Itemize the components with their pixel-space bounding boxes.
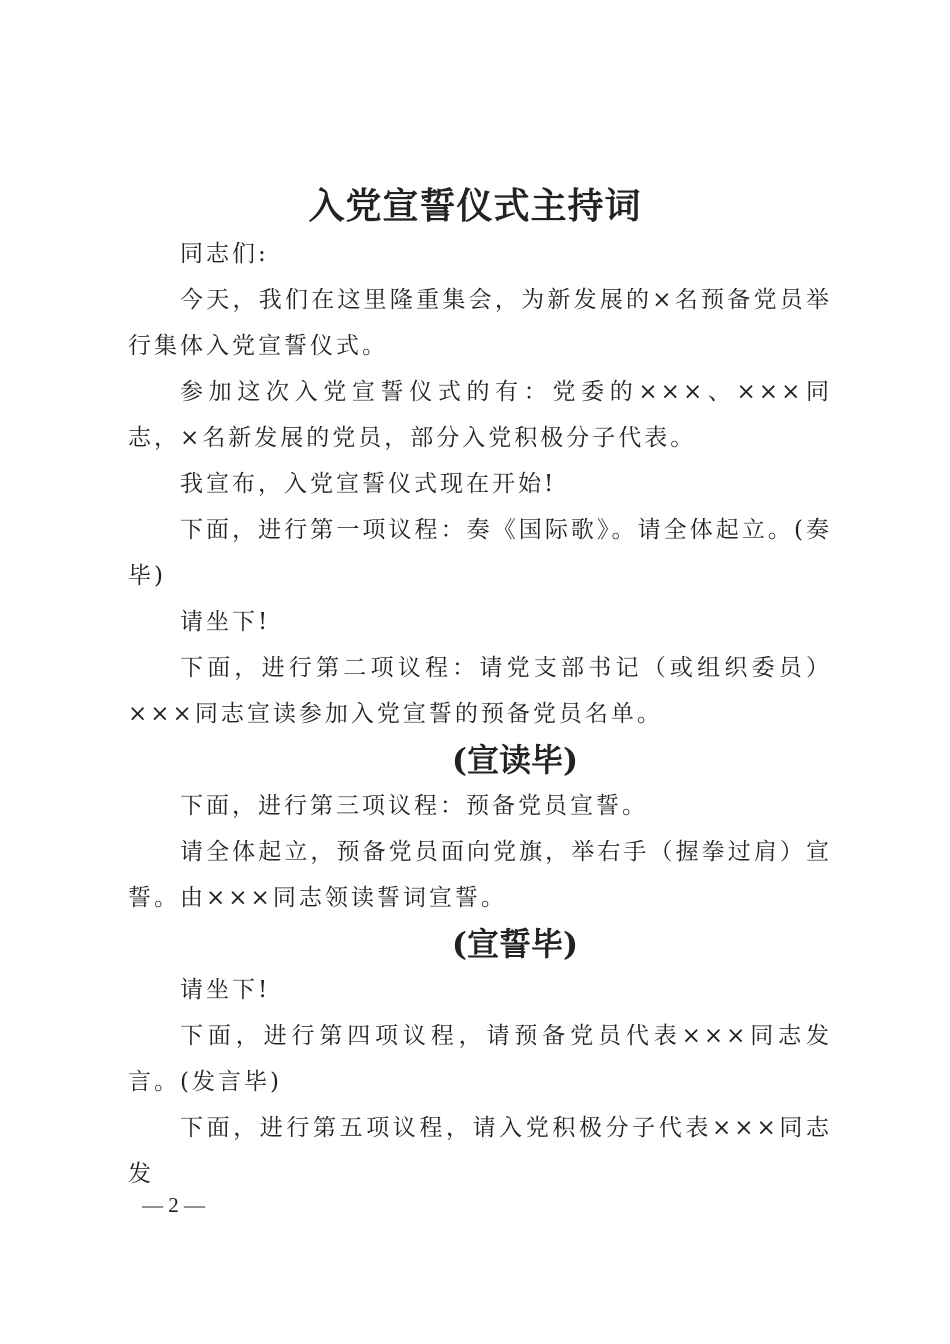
paragraph-greeting: 同志们: [180, 241, 269, 267]
page-number: — 2 — [142, 1193, 205, 1217]
paragraph-item-2: 下面，进行第二项议程：请党支部书记（或组织委员）×××同志宣读参加入党宣誓的预备党员名单。 [128, 655, 832, 727]
paragraph-item-3: 下面，进行第三项议程：预备党员宣誓。 [180, 793, 648, 819]
stage-note-oath-done: (宣誓毕) [451, 925, 579, 963]
paragraph-announce-start: 我宣布，入党宣誓仪式现在开始! [180, 471, 557, 497]
paragraph-attendees: 参加这次入党宣誓仪式的有：党委的×××、×××同志，×名新发展的党员，部分入党积极分子代表。 [128, 379, 832, 451]
paragraph-sit-down-1: 请坐下! [180, 609, 271, 635]
paragraph-item-4: 下面，进行第四项议程，请预备党员代表×××同志发言。(发言毕) [128, 1023, 832, 1095]
paragraph-item-5: 下面，进行第五项议程，请入党积极分子代表×××同志发 [128, 1115, 832, 1187]
document-title: 入党宣誓仪式主持词 [308, 185, 642, 227]
paragraph-oath-instructions: 请全体起立，预备党员面向党旗，举右手（握拳过肩）宣誓。由×××同志领读誓词宣誓。 [128, 839, 832, 911]
paragraph-item-1: 下面，进行第一项议程：奏《国际歌》。请全体起立。(奏毕) [128, 517, 832, 589]
paragraph-sit-down-2: 请坐下! [180, 977, 271, 1003]
paragraph-opening: 今天，我们在这里隆重集会，为新发展的×名预备党员举行集体入党宣誓仪式。 [128, 287, 832, 359]
stage-note-reading-done: (宣读毕) [451, 741, 579, 779]
